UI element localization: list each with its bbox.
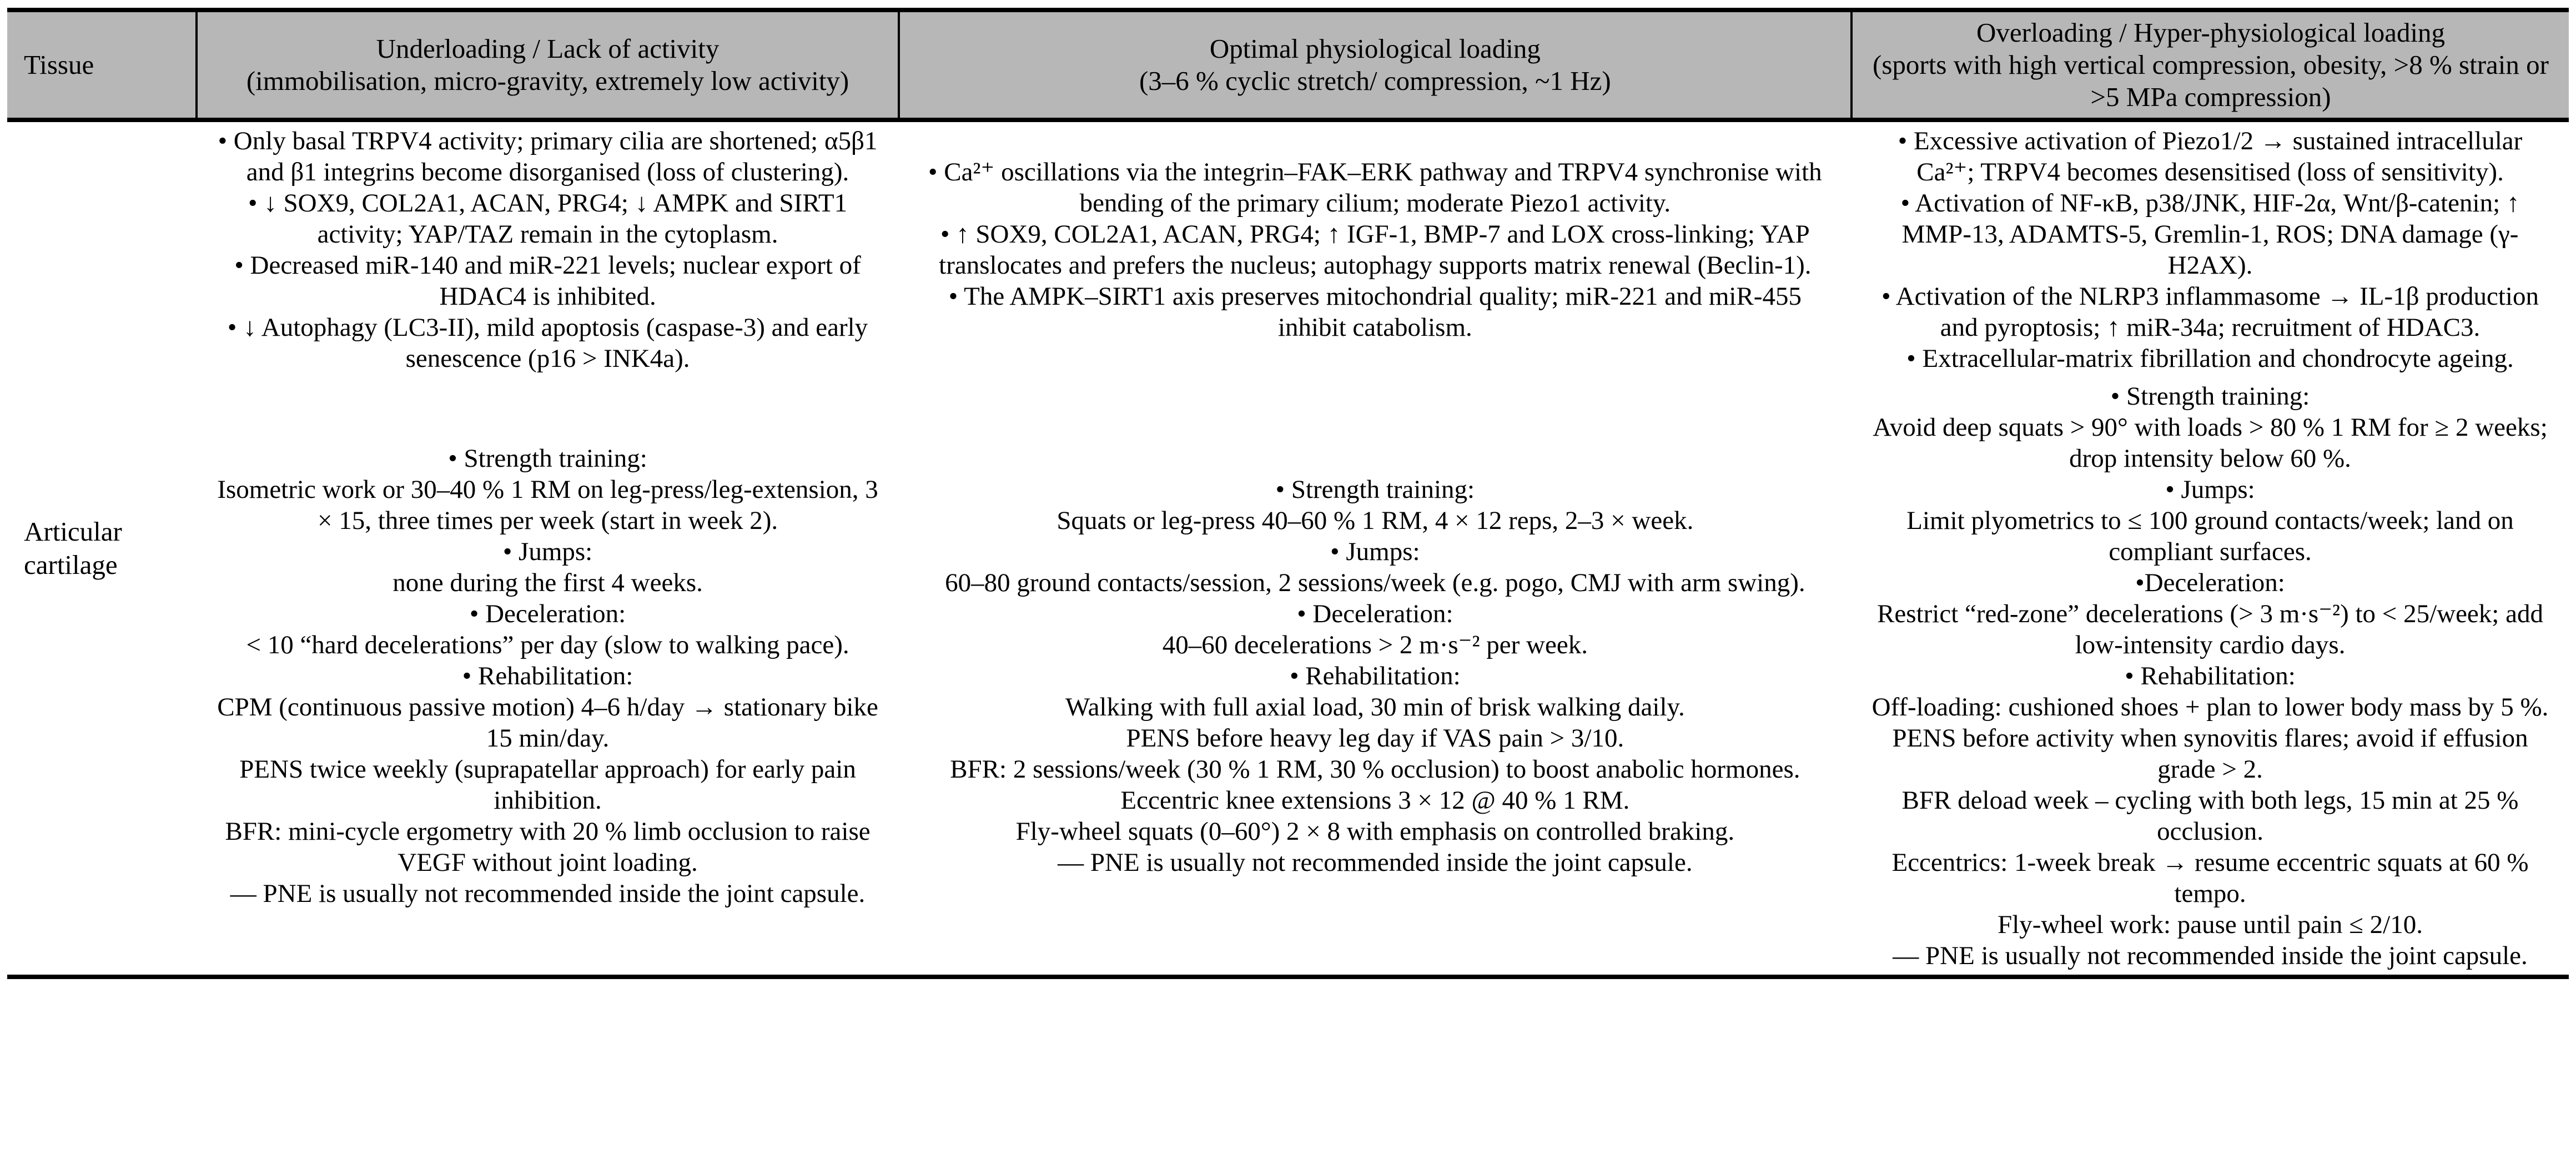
underloading-recommendations-cell: [197, 377, 898, 977]
optimal-mechanisms-cell: [899, 120, 1852, 377]
text-line: • ↑ SOX9, COL2A1, ACAN, PRG4; ↑ IGF-1, BMP-7 and LOX cross-linking; YAP translocates and prefers the nucleus; autophagy supports matrix renewal (Beclin-1).: [939, 220, 1812, 280]
text-line: — PNE is usually not recommended inside the joint capsule.: [1058, 848, 1693, 877]
text-line: Fly-wheel work: pause until pain ≤ 2/10.: [1998, 910, 2423, 939]
text-line: • Strength training:: [448, 444, 647, 473]
text-line: • Rehabilitation:: [2125, 662, 2296, 690]
text-line: BFR deload week – cycling with both legs, 15 min at 25 % occlusion.: [1901, 786, 2519, 846]
text-line: • Activation of the NLRP3 inflammasome → IL-1β production and pyroptosis; ↑ miR-34a; recruitment of HDAC3.: [1881, 282, 2539, 342]
mechanisms-row: [7, 120, 2569, 377]
optimal-recommendations-cell: [899, 377, 1852, 977]
text-line: — PNE is usually not recommended inside the joint capsule.: [1893, 941, 2528, 970]
text-line: •Deceleration:: [2135, 568, 2285, 597]
text-line: • Jumps:: [2165, 475, 2255, 504]
tissue-loading-table: [7, 8, 2569, 979]
header-overloading-subtitle: (sports with high vertical compression, obesity, >8 % strain or >5 MPa compression): [1873, 49, 2549, 112]
header-optimal-subtitle: (3–6 % cyclic stretch/ compression, ~1 Hz): [1139, 65, 1611, 96]
underloading-mechanisms-cell: [197, 120, 898, 377]
header-row: [7, 10, 2569, 120]
header-underloading: [197, 10, 898, 120]
text-line: 40–60 decelerations > 2 m·s⁻² per week.: [1162, 631, 1588, 659]
text-line: Limit plyometrics to ≤ 100 ground contacts/week; land on compliant surfaces.: [1906, 506, 2514, 566]
text-line: 60–80 ground contacts/session, 2 sessions/week (e.g. pogo, CMJ with arm swing).: [945, 568, 1805, 597]
text-line: • Rehabilitation:: [1290, 662, 1461, 690]
header-underloading-subtitle: (immobilisation, micro-gravity, extremely low activity): [246, 65, 849, 96]
text-line: • ↓ Autophagy (LC3-II), mild apoptosis (caspase-3) and early senescence (p16 > INK4a).: [227, 313, 868, 373]
text-line: • Jumps:: [1330, 537, 1420, 566]
text-line: • The AMPK–SIRT1 axis preserves mitochondrial quality; miR-221 and miR-455 inhibit catabolism.: [948, 282, 1802, 342]
table-body: [7, 120, 2569, 977]
recommendations-row: [7, 377, 2569, 977]
text-line: • Deceleration:: [469, 599, 626, 628]
tissue-loading-table-wrap: [7, 8, 2569, 979]
text-line: • Strength training:: [1275, 475, 1475, 504]
overloading-recommendations-cell: [1852, 377, 2569, 977]
text-line: Restrict “red-zone” decelerations (> 3 m·s⁻²) to < 25/week; add low-intensity cardio days.: [1877, 599, 2543, 659]
header-underloading-title: Underloading / Lack of activity: [376, 33, 720, 64]
text-line: • Only basal TRPV4 activity; primary cilia are shortened; α5β1 and β1 integrins become disorganised (loss of clustering).: [218, 127, 878, 186]
text-line: Isometric work or 30–40 % 1 RM on leg-press/leg-extension, 3 × 15, three times per week (start in week 2).: [217, 475, 878, 535]
text-line: Eccentric knee extensions 3 × 12 @ 40 % 1 RM.: [1120, 786, 1630, 815]
text-line: • Strength training:: [2110, 382, 2310, 411]
text-line: Fly-wheel squats (0–60°) 2 × 8 with emphasis on controlled braking.: [1015, 817, 1735, 846]
header-optimal: [899, 10, 1852, 120]
text-line: BFR: mini-cycle ergometry with 20 % limb occlusion to raise VEGF without joint loading.: [225, 817, 871, 877]
text-line: PENS before heavy leg day if VAS pain > 3/10.: [1126, 724, 1624, 753]
header-overloading: [1852, 10, 2569, 120]
text-line: none during the first 4 weeks.: [393, 568, 703, 597]
text-line: • Ca²⁺ oscillations via the integrin–FAK–ERK pathway and TRPV4 synchronise with bending of the primary cilium; moderate Piezo1 activity.: [928, 158, 1822, 218]
text-line: • Rehabilitation:: [462, 662, 633, 690]
overloading-mechanisms-cell: [1852, 120, 2569, 377]
header-tissue: Tissue: [7, 10, 197, 120]
text-line: PENS before activity when synovitis flares; avoid if effusion grade > 2.: [1892, 724, 2528, 784]
text-line: • Activation of NF-κB, p38/JNK, HIF-2α, Wnt/β-catenin; ↑ MMP-13, ADAMTS-5, Gremlin-1, ROS; DNA damage (γ-H2AX).: [1900, 189, 2520, 280]
text-line: — PNE is usually not recommended inside the joint capsule.: [230, 879, 866, 908]
header-overloading-title: Overloading / Hyper-physiological loading: [1976, 17, 2446, 48]
text-line: Off-loading: cushioned shoes + plan to lower body mass by 5 %.: [1871, 693, 2549, 722]
text-line: • Jumps:: [502, 537, 593, 566]
text-line: • Deceleration:: [1297, 599, 1453, 628]
header-optimal-title: Optimal physiological loading: [1209, 33, 1541, 64]
text-line: • Extracellular-matrix fibrillation and chondrocyte ageing.: [1906, 344, 2514, 373]
text-line: PENS twice weekly (suprapatellar approach) for early pain inhibition.: [239, 755, 856, 815]
text-line: Eccentrics: 1-week break → resume eccentric squats at 60 % tempo.: [1891, 848, 2529, 908]
text-line: Walking with full axial load, 30 min of brisk walking daily.: [1065, 693, 1685, 722]
text-line: Avoid deep squats > 90° with loads > 80 % 1 RM for ≥ 2 weeks; drop intensity below 60 %.: [1873, 413, 2548, 473]
text-line: • ↓ SOX9, COL2A1, ACAN, PRG4; ↓ AMPK and SIRT1 activity; YAP/TAZ remain in the cytoplasm.: [248, 189, 848, 249]
text-line: • Decreased miR-140 and miR-221 levels; nuclear export of HDAC4 is inhibited.: [234, 251, 861, 311]
table-header: [7, 10, 2569, 120]
text-line: Squats or leg-press 40–60 % 1 RM, 4 × 12 reps, 2–3 × week.: [1056, 506, 1694, 535]
text-line: < 10 “hard decelerations” per day (slow to walking pace).: [246, 631, 849, 659]
text-line: • Excessive activation of Piezo1/2 → sustained intracellular Ca²⁺; TRPV4 becomes desensitised (loss of sensitivity).: [1898, 127, 2523, 186]
text-line: BFR: 2 sessions/week (30 % 1 RM, 30 % occlusion) to boost anabolic hormones.: [950, 755, 1800, 784]
tissue-label: Articular cartilage: [7, 120, 197, 977]
text-line: CPM (continuous passive motion) 4–6 h/day → stationary bike 15 min/day.: [217, 693, 878, 753]
